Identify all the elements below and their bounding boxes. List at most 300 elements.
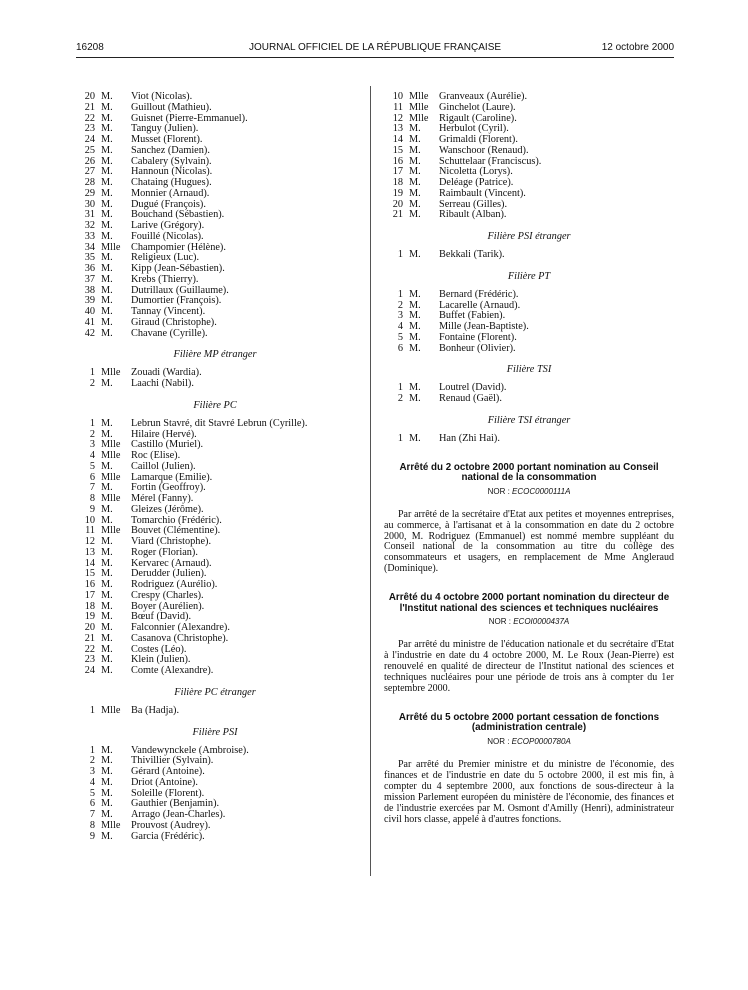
civility: M.: [101, 589, 113, 601]
list-item: [384, 103, 674, 114]
page-number: 16208: [76, 42, 104, 53]
list-item: [76, 746, 354, 757]
rank-number: 21: [392, 209, 403, 221]
rank-number: 13: [392, 123, 403, 135]
rank-number: 2: [89, 428, 95, 440]
rank-number: 8: [89, 819, 95, 831]
list-item: [76, 296, 354, 307]
civility: M.: [101, 123, 113, 135]
rank-number: 3: [89, 439, 95, 451]
list-item: [76, 264, 354, 275]
rank-number: 29: [84, 187, 95, 199]
list-item: [76, 505, 354, 516]
civility: M.: [101, 112, 113, 124]
list-item: [76, 368, 354, 379]
civility: M.: [101, 546, 113, 558]
rank-number: 7: [89, 482, 95, 494]
rank-number: 9: [89, 503, 95, 515]
civility: M.: [101, 91, 113, 102]
rank-number: 11: [393, 101, 403, 113]
list-item: [76, 548, 354, 559]
civility: M.: [409, 209, 421, 221]
nor-code: ECOI0000437A: [513, 617, 570, 627]
rank-number: 17: [392, 166, 403, 178]
civility: M.: [101, 209, 113, 221]
list-item: [76, 821, 354, 832]
person-name: Chavane (Cyrille).: [131, 327, 208, 339]
civility: M.: [101, 284, 113, 296]
civility: M.: [101, 622, 113, 633]
rank-number: 17: [84, 589, 95, 601]
civility: M.: [409, 123, 421, 135]
list-item: [384, 135, 674, 146]
list-item: [76, 645, 354, 656]
list-item: [76, 634, 354, 645]
civility: M.: [101, 187, 113, 199]
list-psi-etranger: [384, 250, 674, 261]
nor-reference: [384, 487, 674, 496]
section-heading: Filière PC étranger: [174, 686, 256, 698]
rank-number: 31: [84, 209, 95, 221]
rank-number: 16: [84, 579, 95, 590]
list-item: [384, 157, 674, 168]
rank-number: 11: [85, 525, 95, 537]
civility: M.: [101, 579, 113, 590]
rank-number: 6: [89, 798, 95, 810]
civility: M.: [101, 776, 113, 788]
person-name: Thivillier (Sylvain).: [131, 755, 214, 767]
rank-number: 20: [84, 91, 95, 102]
person-name: Grimaldi (Florent).: [439, 134, 518, 145]
list-item: [76, 419, 354, 430]
list-item: [76, 114, 354, 125]
rank-number: 5: [89, 787, 95, 799]
list-item: [384, 344, 674, 355]
person-name: Arrago (Jean-Charles).: [131, 809, 226, 820]
rank-number: 20: [84, 622, 95, 633]
list-item: [384, 178, 674, 189]
section-heading: Filière PSI: [192, 726, 238, 738]
nor-reference: [384, 617, 674, 626]
rank-number: 12: [392, 112, 403, 124]
list-item: [76, 602, 354, 613]
person-name: Serreau (Gilles).: [439, 198, 508, 210]
list-item: [76, 756, 354, 767]
person-name: Boyer (Aurélien).: [131, 600, 205, 612]
person-name: Hilaire (Hervé).: [131, 428, 197, 440]
rank-number: 1: [89, 704, 95, 716]
person-name: Musset (Florent).: [131, 134, 203, 145]
rank-number: 15: [392, 144, 403, 156]
nor-label: NOR :: [487, 737, 512, 747]
person-name: Raimbault (Vincent).: [439, 187, 526, 199]
person-name: Crespy (Charles).: [131, 589, 204, 601]
civility: M.: [101, 514, 113, 526]
person-name: Fortin (Geoffroy).: [131, 482, 206, 494]
rank-number: 41: [84, 316, 95, 328]
rank-number: 42: [84, 327, 95, 339]
rank-number: 19: [84, 611, 95, 623]
list-continued: [76, 92, 354, 339]
rank-number: 37: [84, 273, 95, 285]
person-name: Hannoun (Nicolas).: [131, 166, 213, 178]
civility: M.: [101, 536, 113, 547]
rank-number: 4: [397, 321, 403, 332]
section-heading: Filière PSI étranger: [487, 231, 571, 242]
civility: M.: [101, 428, 113, 440]
rank-number: 18: [84, 600, 95, 612]
list-item: [76, 494, 354, 505]
person-name: Driot (Antoine).: [131, 776, 198, 788]
list-item: [76, 451, 354, 462]
person-name: Costes (Léo).: [131, 643, 187, 655]
list-item: [76, 178, 354, 189]
civility: M.: [101, 787, 113, 799]
civility: M.: [101, 830, 113, 842]
nor-code: ECOP0000780A: [511, 737, 571, 747]
person-name: Rigault (Caroline).: [439, 112, 517, 124]
rank-number: 20: [392, 198, 403, 210]
list-pt: [384, 290, 674, 355]
person-name: Granveaux (Aurélie).: [439, 91, 528, 102]
person-name: Cabalery (Sylvain).: [131, 155, 212, 167]
list-item: [76, 778, 354, 789]
list-item: [76, 329, 354, 340]
civility: M.: [101, 503, 113, 515]
list-item: [384, 383, 674, 394]
rank-number: 23: [84, 123, 95, 135]
civility: M.: [101, 198, 113, 210]
person-name: Champomier (Hélène).: [131, 241, 226, 253]
rank-number: 21: [84, 632, 95, 644]
civility: M.: [409, 144, 421, 156]
rank-number: 14: [392, 134, 403, 145]
civility: M.: [101, 144, 113, 156]
rank-number: 9: [89, 830, 95, 842]
person-name: Roc (Elise).: [131, 450, 181, 461]
list-item: [76, 591, 354, 602]
person-name: Vandewynckele (Ambroise).: [131, 744, 249, 756]
list-item: [76, 210, 354, 221]
decree-text: Par arrêté du ministre de l'éducation nationale et du secrétaire d'Etat à l'industrie en date du 4 octobre 2000, M. Le Roux (Jean-Pierre) est renouvelé en qualité de directeur de l'Institut national des sciences et techniques nucléaires pour une période de trois ans à compter du 1er septembre 2000.: [384, 639, 674, 694]
section-heading: Filière TSI étranger: [487, 414, 571, 426]
rank-number: 6: [89, 471, 95, 483]
column-divider: [370, 86, 371, 876]
rank-number: 6: [397, 342, 403, 354]
person-name: Bouvet (Clémentine).: [131, 525, 221, 537]
person-name: Fontaine (Florent).: [439, 331, 517, 343]
list-item: [76, 135, 354, 146]
rank-number: 26: [84, 155, 95, 167]
list-item: [76, 157, 354, 168]
person-name: Bouchand (Sébastien).: [131, 209, 225, 221]
civility: M.: [409, 155, 421, 167]
person-name: Fouillé (Nicolas).: [131, 230, 204, 242]
person-name: Deléage (Patrice).: [439, 177, 514, 188]
rank-number: 35: [84, 252, 95, 264]
list-item: [76, 706, 354, 717]
list-tsi-etranger: [384, 434, 674, 445]
rank-number: 19: [392, 187, 403, 199]
list-item: [76, 559, 354, 570]
civility: Mlle: [101, 493, 121, 504]
rank-number: 30: [84, 198, 95, 210]
list-item: [76, 318, 354, 329]
person-name: Falconnier (Alexandre).: [131, 622, 230, 633]
rank-number: 8: [89, 493, 95, 504]
list-item: [76, 275, 354, 286]
person-name: Gauthier (Benjamin).: [131, 798, 220, 810]
list-item: [76, 379, 354, 390]
person-name: Viard (Christophe).: [131, 536, 212, 547]
civility: M.: [101, 482, 113, 494]
list-item: [76, 767, 354, 778]
list-item: [384, 322, 674, 333]
civility: Mlle: [409, 112, 429, 124]
person-name: Derudder (Julien).: [131, 568, 207, 580]
list-item: [76, 103, 354, 114]
rank-number: 28: [84, 177, 95, 188]
rank-number: 15: [84, 568, 95, 580]
rank-number: 10: [392, 91, 403, 102]
person-name: Religieux (Luc).: [131, 252, 200, 264]
list-continued: [384, 92, 674, 221]
person-name: Tomarchio (Frédéric).: [131, 514, 222, 526]
person-name: Tannay (Vincent).: [131, 306, 206, 317]
person-name: Viot (Nicolas).: [131, 91, 193, 102]
civility: M.: [101, 134, 113, 145]
person-name: Han (Zhi Hai).: [439, 432, 500, 444]
person-name: Zouadi (Wardia).: [131, 367, 202, 379]
person-name: Gleizes (Jérôme).: [131, 503, 204, 515]
civility: M.: [409, 382, 421, 394]
civility: M.: [409, 187, 421, 199]
decree-title: Arrêté du 2 octobre 2000 portant nomination au Conseil national de la consommation: [399, 461, 659, 484]
civility: M.: [101, 557, 113, 569]
person-name: Lamarque (Emilie).: [131, 471, 213, 483]
person-name: Dugué (François).: [131, 198, 206, 210]
person-name: Larive (Grégory).: [131, 220, 205, 231]
person-name: Tanguy (Julien).: [131, 123, 199, 135]
civility: M.: [101, 809, 113, 820]
civility: M.: [101, 654, 113, 666]
person-name: Ba (Hadja).: [131, 704, 180, 716]
person-name: Guisnet (Pierre-Emmanuel).: [131, 112, 248, 124]
rank-number: 2: [89, 378, 95, 389]
civility: Mlle: [101, 819, 121, 831]
nor-label: NOR :: [487, 486, 513, 496]
civility: M.: [409, 432, 421, 444]
list-item: [76, 473, 354, 484]
list-item: [76, 462, 354, 473]
rank-number: 13: [84, 546, 95, 558]
section-heading: Filière PT: [507, 270, 551, 282]
civility: M.: [101, 378, 113, 389]
rank-number: 24: [84, 665, 95, 676]
section-heading: Filière MP étranger: [173, 349, 257, 361]
person-name: Sanchez (Damien).: [131, 144, 210, 156]
list-item: [76, 232, 354, 243]
rank-number: 21: [84, 101, 95, 113]
person-name: Mille (Jean-Baptiste).: [439, 321, 529, 332]
civility: M.: [409, 177, 421, 188]
list-item: [76, 655, 354, 666]
list-item: [384, 394, 674, 405]
person-name: Gérard (Antoine).: [131, 766, 205, 777]
civility: M.: [409, 321, 421, 332]
civility: M.: [101, 417, 113, 429]
rank-number: 38: [84, 284, 95, 296]
person-name: Lacarelle (Arnaud).: [439, 299, 521, 311]
civility: Mlle: [409, 101, 429, 113]
list-item: [384, 146, 674, 157]
civility: M.: [409, 288, 421, 300]
list-item: [384, 290, 674, 301]
list-item: [384, 167, 674, 178]
civility: Mlle: [101, 704, 121, 716]
person-name: Ginchelot (Laure).: [439, 101, 516, 113]
person-name: Kipp (Jean-Sébastien).: [131, 263, 225, 274]
person-name: Herbulot (Cyril).: [439, 123, 509, 135]
list-item: [76, 167, 354, 178]
person-name: Roger (Florian).: [131, 546, 198, 558]
list-item: [76, 666, 354, 677]
civility: M.: [101, 643, 113, 655]
rank-number: 34: [84, 241, 95, 253]
person-name: Ribault (Alban).: [439, 209, 507, 221]
rank-number: 3: [397, 310, 403, 322]
list-item: [76, 526, 354, 537]
civility: M.: [101, 632, 113, 644]
list-item: [76, 124, 354, 135]
list-item: [384, 311, 674, 322]
rank-number: 4: [89, 450, 95, 461]
person-name: Monnier (Arnaud).: [131, 187, 210, 199]
rank-number: 27: [84, 166, 95, 178]
civility: M.: [101, 568, 113, 580]
person-name: Renaud (Gaël).: [439, 393, 502, 404]
civility: Mlle: [101, 450, 121, 461]
civility: M.: [101, 766, 113, 777]
rank-number: 14: [84, 557, 95, 569]
person-name: Dumortier (François).: [131, 295, 222, 307]
list-item: [384, 210, 674, 221]
rank-number: 4: [89, 776, 95, 788]
list-item: [384, 333, 674, 344]
list-item: [384, 114, 674, 125]
person-name: Lebrun Stavré, dit Stavré Lebrun (Cyrille).: [131, 417, 308, 429]
person-name: Mérel (Fanny).: [131, 493, 194, 504]
civility: M.: [409, 342, 421, 354]
rank-number: 16: [392, 155, 403, 167]
civility: M.: [101, 230, 113, 242]
rank-number: 5: [89, 460, 95, 472]
civility: M.: [409, 166, 421, 178]
person-name: Rodriguez (Aurélio).: [131, 579, 218, 590]
person-name: Chataing (Hugues).: [131, 177, 212, 188]
person-name: Bernard (Frédéric).: [439, 288, 519, 300]
person-name: Dutrillaux (Guillaume).: [131, 284, 229, 296]
person-name: Garcia (Frédéric).: [131, 830, 205, 842]
person-name: Nicoletta (Lorys).: [439, 166, 513, 178]
civility: M.: [101, 166, 113, 178]
right-column: [384, 92, 674, 825]
person-name: Casanova (Christophe).: [131, 632, 229, 644]
civility: M.: [409, 331, 421, 343]
rank-number: 7: [89, 809, 95, 820]
civility: M.: [101, 177, 113, 188]
section-heading: Filière TSI: [506, 364, 552, 376]
rank-number: 40: [84, 306, 95, 317]
list-pc: [76, 419, 354, 677]
civility: M.: [101, 611, 113, 623]
nor-reference: [384, 737, 674, 746]
civility: M.: [101, 252, 113, 264]
rank-number: 1: [89, 367, 95, 379]
person-name: Caillol (Julien).: [131, 460, 196, 472]
list-item: [76, 580, 354, 591]
rank-number: 12: [84, 536, 95, 547]
left-column: [76, 92, 354, 842]
rank-number: 1: [397, 288, 403, 300]
rank-number: 22: [84, 112, 95, 124]
civility: M.: [409, 310, 421, 322]
rank-number: 2: [89, 755, 95, 767]
journal-title: JOURNAL OFFICIEL DE LA RÉPUBLIQUE FRANÇAISE: [248, 42, 502, 53]
civility: M.: [409, 198, 421, 210]
civility: M.: [101, 798, 113, 810]
civility: M.: [409, 249, 421, 260]
civility: Mlle: [101, 439, 121, 451]
list-psi: [76, 746, 354, 843]
rank-number: 1: [397, 382, 403, 394]
nor-label: NOR :: [488, 617, 514, 627]
person-name: Wanschoor (Renaud).: [439, 144, 529, 156]
rank-number: 1: [397, 249, 403, 260]
list-item: [76, 221, 354, 232]
decree-title: Arrêté du 5 octobre 2000 portant cessation de fonctions (administration centrale): [398, 711, 660, 734]
decree-text: Par arrêté du Premier ministre et du ministre de l'économie, des finances et de l'industrie en date du 5 octobre 2000, il est mis fin, à compter du 4 septembre 2000, aux fonctions de sous-directeur à la mission Parlement européen du ministère de l'économie, des finances et de l'industrie exercées par M. Osmont d'Amilly (Henri), administrateur civil hors classe, appelé à d'autres fonctions.: [384, 759, 674, 825]
rank-number: 5: [397, 331, 403, 343]
rank-number: 22: [84, 643, 95, 655]
person-name: Loutrel (David).: [439, 382, 507, 394]
rank-number: 2: [397, 393, 403, 404]
rank-number: 3: [89, 766, 95, 777]
list-item: [384, 301, 674, 312]
list-item: [76, 537, 354, 548]
person-name: Laachi (Nabil).: [131, 378, 194, 389]
civility: M.: [101, 263, 113, 274]
civility: M.: [101, 327, 113, 339]
person-name: Guillout (Mathieu).: [131, 101, 212, 113]
civility: M.: [101, 273, 113, 285]
person-name: Bekkali (Tarik).: [439, 249, 505, 260]
civility: M.: [101, 155, 113, 167]
list-item: [384, 189, 674, 200]
person-name: Krebs (Thierry).: [131, 273, 199, 285]
civility: M.: [101, 744, 113, 756]
person-name: Castillo (Muriel).: [131, 439, 204, 451]
list-pc-etranger: [76, 706, 354, 717]
list-mp-etranger: [76, 368, 354, 390]
rank-number: 23: [84, 654, 95, 666]
civility: M.: [101, 665, 113, 676]
page-header: [76, 40, 674, 56]
list-item: [76, 92, 354, 103]
person-name: Soleille (Florent).: [131, 787, 205, 799]
rank-number: 33: [84, 230, 95, 242]
list-item: [384, 124, 674, 135]
